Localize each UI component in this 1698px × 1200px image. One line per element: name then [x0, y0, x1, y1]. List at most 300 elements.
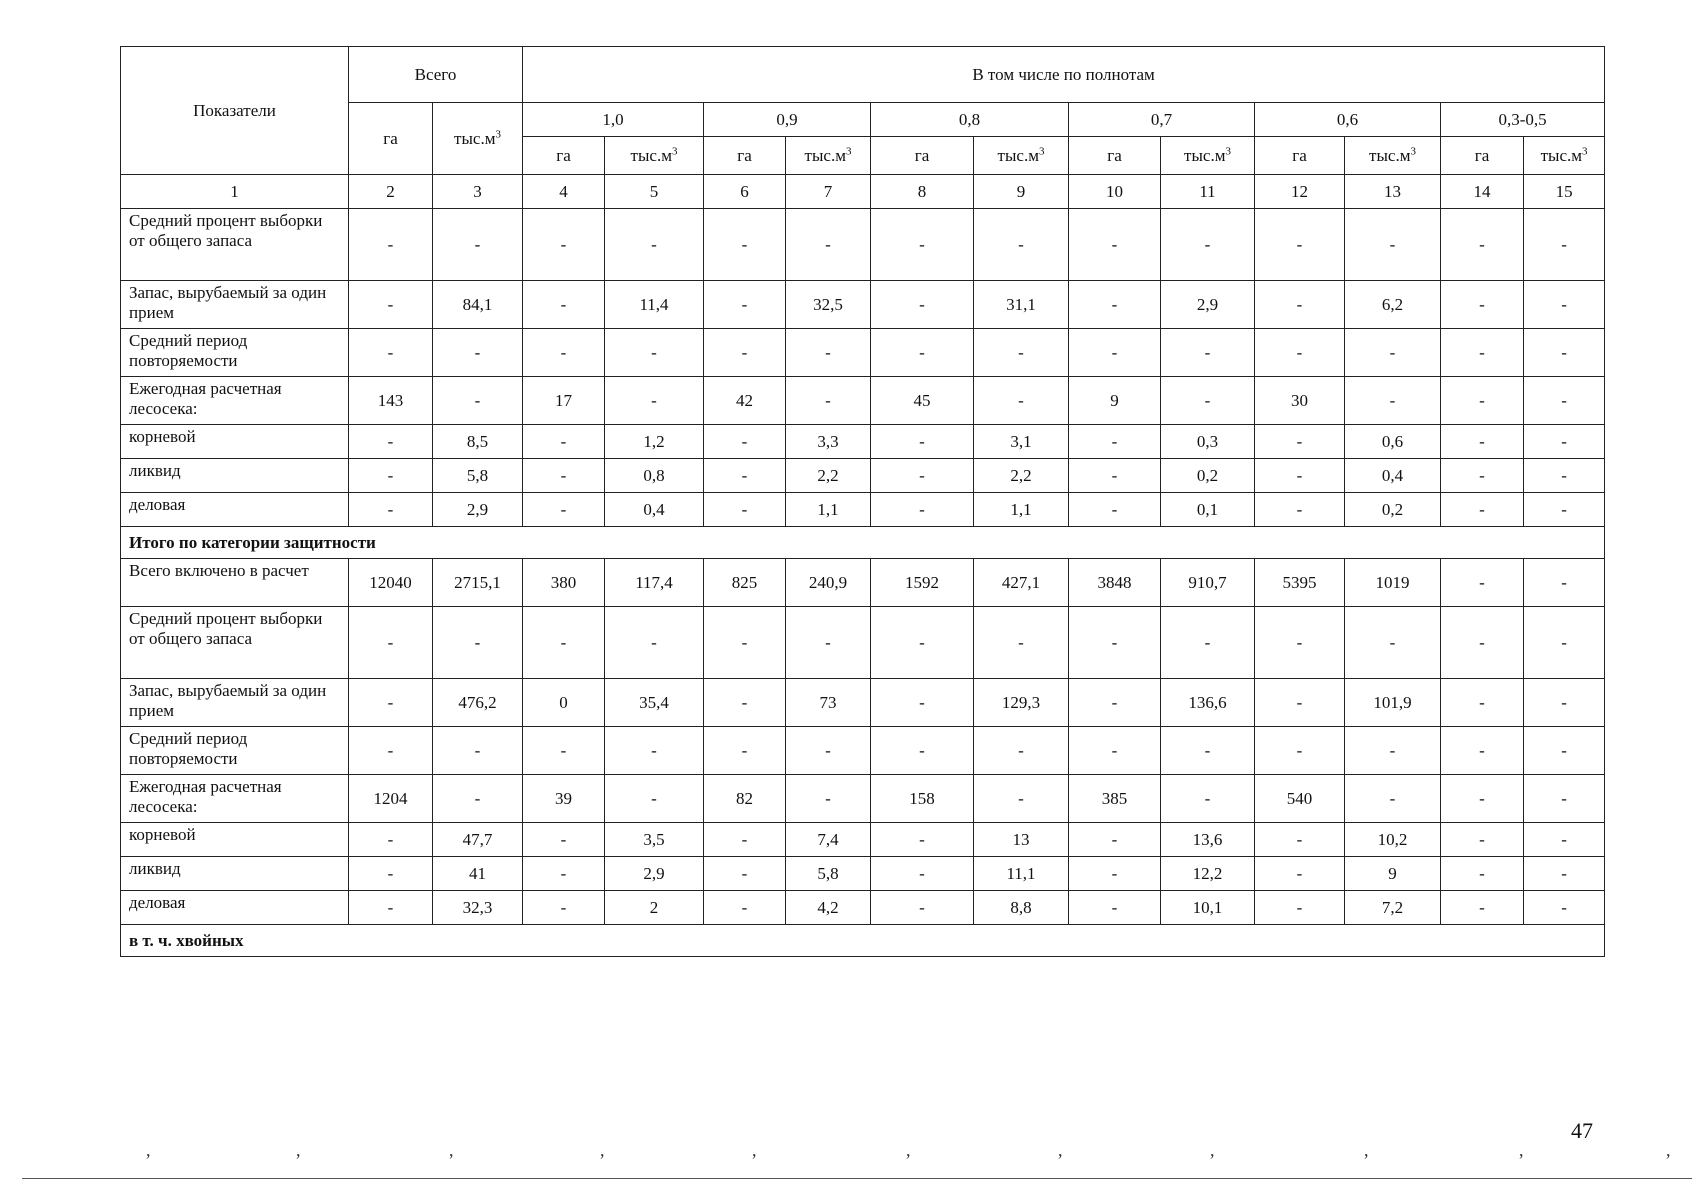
table-row	[121, 493, 1605, 527]
table-cell: -	[786, 209, 871, 281]
table-cell: -	[871, 857, 974, 891]
table-cell: 35,4	[605, 679, 704, 727]
table-cell: 3,3	[786, 425, 871, 459]
table-cell: -	[1069, 891, 1161, 925]
section-title: Итого по категории защитности	[121, 527, 1605, 559]
section-row	[121, 527, 1605, 559]
header-indicators: Показатели	[121, 47, 349, 175]
header-by-density: В том числе по полнотам	[523, 47, 1605, 103]
table-cell: -	[1255, 727, 1345, 775]
table-cell: -	[1524, 607, 1605, 679]
table-cell: 1,2	[605, 425, 704, 459]
table-cell: -	[523, 857, 605, 891]
table-cell: -	[1524, 857, 1605, 891]
table-cell: -	[1441, 329, 1524, 377]
table-cell: -	[1524, 329, 1605, 377]
table-cell: -	[523, 823, 605, 857]
table-row	[121, 727, 1605, 775]
table-row	[121, 891, 1605, 925]
table-cell: -	[349, 891, 433, 925]
column-number: 14	[1441, 175, 1524, 209]
header-total: Всего	[349, 47, 523, 103]
table-cell: 8,8	[974, 891, 1069, 925]
table-cell: -	[871, 679, 974, 727]
table-cell: -	[871, 329, 974, 377]
table-cell: 0	[523, 679, 605, 727]
section-title: в т. ч. хвойных	[121, 925, 1605, 957]
column-number: 10	[1069, 175, 1161, 209]
table-cell: 73	[786, 679, 871, 727]
table-cell: -	[605, 209, 704, 281]
table-cell: -	[523, 493, 605, 527]
table-cell: 82	[704, 775, 786, 823]
table-cell: 11,4	[605, 281, 704, 329]
table-cell: -	[1069, 679, 1161, 727]
table-cell: -	[605, 377, 704, 425]
table-cell: 32,3	[433, 891, 523, 925]
row-label: ликвид	[121, 459, 349, 493]
table-cell: -	[786, 775, 871, 823]
row-label: Ежегодная расчетная лесосека:	[121, 377, 349, 425]
table-cell: 47,7	[433, 823, 523, 857]
table-row	[121, 377, 1605, 425]
scan-mark: ,	[1519, 1140, 1524, 1160]
table-cell: 3848	[1069, 559, 1161, 607]
table-cell: -	[1441, 679, 1524, 727]
column-number: 6	[704, 175, 786, 209]
table-cell: -	[786, 329, 871, 377]
table-cell: -	[1441, 493, 1524, 527]
table-row	[121, 607, 1605, 679]
table-cell: -	[605, 329, 704, 377]
table-cell: -	[1069, 209, 1161, 281]
table-cell: 2,2	[786, 459, 871, 493]
table-cell: -	[871, 425, 974, 459]
section-row	[121, 925, 1605, 957]
table-cell: -	[523, 209, 605, 281]
table-cell: -	[1524, 377, 1605, 425]
table-cell: -	[1441, 857, 1524, 891]
table-row	[121, 209, 1605, 281]
table-cell: -	[974, 727, 1069, 775]
row-label: ликвид	[121, 857, 349, 891]
table-cell: 3,1	[974, 425, 1069, 459]
row-label: Средний процент выборки от общего запаса	[121, 209, 349, 281]
table-cell: 13,6	[1161, 823, 1255, 857]
scan-mark: ,	[1666, 1140, 1671, 1160]
table-cell: -	[1441, 775, 1524, 823]
table-cell: -	[1345, 377, 1441, 425]
table-cell: -	[1161, 329, 1255, 377]
table-cell: -	[1069, 857, 1161, 891]
header-density: 1,0	[523, 103, 704, 137]
table-cell: 476,2	[433, 679, 523, 727]
table-cell: -	[1255, 823, 1345, 857]
table-cell: 0,2	[1345, 493, 1441, 527]
table-row	[121, 281, 1605, 329]
header-unit-ha: га	[704, 137, 786, 175]
table-cell: 0,4	[1345, 459, 1441, 493]
table-cell: -	[704, 425, 786, 459]
table-cell: 7,4	[786, 823, 871, 857]
table-cell: -	[349, 823, 433, 857]
row-label: Средний процент выборки от общего запаса	[121, 607, 349, 679]
table-cell: -	[974, 209, 1069, 281]
table-cell: -	[433, 727, 523, 775]
table-cell: 385	[1069, 775, 1161, 823]
table-cell: -	[704, 493, 786, 527]
table-cell: 427,1	[974, 559, 1069, 607]
table-cell: -	[704, 823, 786, 857]
table-cell: 2,9	[433, 493, 523, 527]
table-cell: -	[704, 891, 786, 925]
table-row	[121, 775, 1605, 823]
table-cell: 13	[974, 823, 1069, 857]
header-density: 0,8	[871, 103, 1069, 137]
table-cell: 5,8	[433, 459, 523, 493]
column-number: 9	[974, 175, 1069, 209]
table-cell: -	[1524, 209, 1605, 281]
column-number: 1	[121, 175, 349, 209]
table-cell: -	[1524, 891, 1605, 925]
table-cell: -	[871, 209, 974, 281]
table-cell: 129,3	[974, 679, 1069, 727]
row-label: Ежегодная расчетная лесосека:	[121, 775, 349, 823]
table-cell: -	[605, 607, 704, 679]
table-cell: -	[349, 329, 433, 377]
table-cell: -	[1524, 727, 1605, 775]
table-cell: -	[1441, 891, 1524, 925]
table-cell: -	[433, 209, 523, 281]
table-cell: 0,4	[605, 493, 704, 527]
table-cell: 910,7	[1161, 559, 1255, 607]
table-cell: -	[1524, 459, 1605, 493]
table-row	[121, 823, 1605, 857]
table-cell: 12,2	[1161, 857, 1255, 891]
table-cell: 42	[704, 377, 786, 425]
table-cell: 2,9	[1161, 281, 1255, 329]
table-cell: -	[1069, 727, 1161, 775]
header-density: 0,3-0,5	[1441, 103, 1605, 137]
scan-mark: ,	[906, 1140, 911, 1160]
table-cell: -	[786, 727, 871, 775]
table-cell: -	[1255, 425, 1345, 459]
table-row	[121, 679, 1605, 727]
table-cell: 17	[523, 377, 605, 425]
table-cell: 2715,1	[433, 559, 523, 607]
table-cell: -	[1069, 493, 1161, 527]
table-cell: -	[1255, 857, 1345, 891]
table-cell: -	[349, 493, 433, 527]
table-cell: -	[523, 727, 605, 775]
table-cell: 7,2	[1345, 891, 1441, 925]
table-cell: -	[1255, 493, 1345, 527]
header-unit-vol: $тыс.м^3$	[1345, 137, 1441, 175]
table-cell: -	[871, 823, 974, 857]
table-cell: -	[1524, 823, 1605, 857]
column-number: 11	[1161, 175, 1255, 209]
scan-mark: ,	[600, 1140, 605, 1160]
table-cell: -	[605, 727, 704, 775]
table-cell: 1019	[1345, 559, 1441, 607]
row-label: корневой	[121, 823, 349, 857]
table-cell: 158	[871, 775, 974, 823]
header-total-vol: $тыс.м^3$	[433, 103, 523, 175]
header-density: 0,6	[1255, 103, 1441, 137]
table-cell: 136,6	[1161, 679, 1255, 727]
table-cell: 12040	[349, 559, 433, 607]
table-cell: -	[1524, 559, 1605, 607]
column-number: 13	[1345, 175, 1441, 209]
header-unit-ha: га	[1255, 137, 1345, 175]
table-cell: -	[786, 377, 871, 425]
header-unit-vol: $тыс.м^3$	[974, 137, 1069, 175]
row-label: деловая	[121, 493, 349, 527]
table-cell: 1,1	[786, 493, 871, 527]
table-cell: 0,1	[1161, 493, 1255, 527]
table-cell: 825	[704, 559, 786, 607]
table-cell: 1592	[871, 559, 974, 607]
header-total-ha: га	[349, 103, 433, 175]
table-cell: 10,1	[1161, 891, 1255, 925]
table-cell: -	[1345, 727, 1441, 775]
table-cell: 540	[1255, 775, 1345, 823]
table-cell: -	[1255, 607, 1345, 679]
column-number: 4	[523, 175, 605, 209]
table-cell: 32,5	[786, 281, 871, 329]
table-cell: 3,5	[605, 823, 704, 857]
table-cell: -	[1441, 281, 1524, 329]
table-cell: -	[871, 891, 974, 925]
table-cell: -	[871, 281, 974, 329]
column-number: 12	[1255, 175, 1345, 209]
row-label: Запас, вырубаемый за один прием	[121, 281, 349, 329]
table-cell: -	[1069, 281, 1161, 329]
scan-mark: ,	[1210, 1140, 1215, 1160]
table-cell: -	[1255, 459, 1345, 493]
table-cell: 41	[433, 857, 523, 891]
table-cell: -	[349, 727, 433, 775]
table-cell: -	[1524, 281, 1605, 329]
table-cell: -	[1345, 209, 1441, 281]
table-cell: -	[1255, 281, 1345, 329]
table-cell: -	[1345, 607, 1441, 679]
header-unit-vol: $тыс.м^3$	[1161, 137, 1255, 175]
table-cell: -	[704, 857, 786, 891]
table-cell: -	[1441, 425, 1524, 459]
table-cell: -	[1524, 775, 1605, 823]
table-cell: -	[523, 891, 605, 925]
table-cell: -	[1069, 329, 1161, 377]
header-density: 0,9	[704, 103, 871, 137]
table-cell: -	[523, 459, 605, 493]
table-cell: 0,8	[605, 459, 704, 493]
table-cell: -	[974, 377, 1069, 425]
table-cell: 10,2	[1345, 823, 1441, 857]
scan-mark: ,	[449, 1140, 454, 1160]
table-cell: -	[349, 459, 433, 493]
column-number: 3	[433, 175, 523, 209]
header-unit-ha: га	[871, 137, 974, 175]
header-unit-ha: га	[1441, 137, 1524, 175]
table-cell: -	[1161, 727, 1255, 775]
table-cell: -	[704, 607, 786, 679]
table-cell: 31,1	[974, 281, 1069, 329]
table-cell: -	[1441, 209, 1524, 281]
table-row	[121, 559, 1605, 607]
table-cell: 45	[871, 377, 974, 425]
table-cell: -	[1255, 209, 1345, 281]
table-cell: -	[349, 607, 433, 679]
table-cell: 9	[1345, 857, 1441, 891]
column-number: 7	[786, 175, 871, 209]
table-cell: -	[349, 857, 433, 891]
table-cell: 143	[349, 377, 433, 425]
table-cell: -	[1161, 377, 1255, 425]
table-cell: -	[1441, 459, 1524, 493]
table-cell: 2,2	[974, 459, 1069, 493]
table-cell: -	[433, 377, 523, 425]
table-cell: -	[704, 329, 786, 377]
table-cell: -	[704, 209, 786, 281]
table-cell: -	[349, 679, 433, 727]
scan-mark: ,	[1364, 1140, 1369, 1160]
table-cell: 2	[605, 891, 704, 925]
table-cell: -	[786, 607, 871, 679]
table-cell: 2,9	[605, 857, 704, 891]
row-label: Средний период повторяемости	[121, 329, 349, 377]
table-cell: -	[523, 329, 605, 377]
row-label: Запас, вырубаемый за один прием	[121, 679, 349, 727]
table-cell: -	[1524, 679, 1605, 727]
scan-mark: ,	[1058, 1140, 1063, 1160]
row-label: Средний период повторяемости	[121, 727, 349, 775]
table-cell: -	[974, 775, 1069, 823]
table-cell: -	[1441, 559, 1524, 607]
column-number-row	[121, 175, 1605, 209]
table-cell: -	[1255, 679, 1345, 727]
table-row	[121, 857, 1605, 891]
header-unit-ha: га	[1069, 137, 1161, 175]
table-cell: 0,2	[1161, 459, 1255, 493]
table-cell: 8,5	[433, 425, 523, 459]
scan-mark: ,	[146, 1140, 151, 1160]
table-cell: 1204	[349, 775, 433, 823]
scan-mark: ,	[752, 1140, 757, 1160]
table-cell: 9	[1069, 377, 1161, 425]
table-cell: 380	[523, 559, 605, 607]
table-cell: -	[1069, 607, 1161, 679]
table-cell: 240,9	[786, 559, 871, 607]
scan-mark: ,	[296, 1140, 301, 1160]
table-cell: -	[1441, 823, 1524, 857]
table-cell: -	[349, 425, 433, 459]
table-cell: -	[1345, 775, 1441, 823]
table-cell: -	[349, 209, 433, 281]
table-cell: -	[1069, 425, 1161, 459]
row-label: Всего включено в расчет	[121, 559, 349, 607]
table-cell: -	[704, 727, 786, 775]
table-cell: -	[605, 775, 704, 823]
table-cell: 4,2	[786, 891, 871, 925]
table-cell: -	[1255, 891, 1345, 925]
table-cell: -	[1441, 727, 1524, 775]
table-cell: -	[433, 329, 523, 377]
cutting-area-table	[120, 46, 1605, 957]
table-cell: -	[349, 281, 433, 329]
table-cell: -	[1161, 607, 1255, 679]
table-cell: 117,4	[605, 559, 704, 607]
table-cell: -	[704, 281, 786, 329]
bottom-rule	[22, 1178, 1692, 1179]
table-cell: -	[1441, 607, 1524, 679]
page-number: 47	[1571, 1118, 1593, 1143]
column-number: 8	[871, 175, 974, 209]
table-cell: 5,8	[786, 857, 871, 891]
table-cell: -	[704, 679, 786, 727]
column-number: 5	[605, 175, 704, 209]
row-label: деловая	[121, 891, 349, 925]
row-label: корневой	[121, 425, 349, 459]
table-header	[121, 47, 1605, 209]
table-cell: -	[1524, 493, 1605, 527]
table-cell: -	[974, 329, 1069, 377]
column-number: 15	[1524, 175, 1605, 209]
table-cell: -	[1069, 459, 1161, 493]
table-cell: 0,3	[1161, 425, 1255, 459]
table-cell: -	[974, 607, 1069, 679]
header-unit-vol: $тыс.м^3$	[1524, 137, 1605, 175]
table-row	[121, 459, 1605, 493]
table-cell: -	[433, 607, 523, 679]
table-cell: 11,1	[974, 857, 1069, 891]
table-row	[121, 329, 1605, 377]
header-unit-vol: $тыс.м^3$	[605, 137, 704, 175]
table-cell: -	[523, 425, 605, 459]
document-sheet	[120, 46, 1588, 957]
header-unit-vol: $тыс.м^3$	[786, 137, 871, 175]
table-cell: -	[523, 281, 605, 329]
table-cell: 101,9	[1345, 679, 1441, 727]
table-cell: 84,1	[433, 281, 523, 329]
column-number: 2	[349, 175, 433, 209]
table-cell: -	[871, 493, 974, 527]
table-cell: -	[433, 775, 523, 823]
table-row	[121, 425, 1605, 459]
table-cell: 6,2	[1345, 281, 1441, 329]
table-cell: -	[1345, 329, 1441, 377]
table-cell: -	[871, 727, 974, 775]
table-body	[121, 209, 1605, 957]
table-cell: -	[704, 459, 786, 493]
table-cell: 1,1	[974, 493, 1069, 527]
table-cell: -	[871, 459, 974, 493]
table-cell: 30	[1255, 377, 1345, 425]
table-cell: -	[1161, 775, 1255, 823]
table-cell: -	[1524, 425, 1605, 459]
header-unit-ha: га	[523, 137, 605, 175]
table-cell: -	[1255, 329, 1345, 377]
table-cell: -	[871, 607, 974, 679]
table-cell: -	[1069, 823, 1161, 857]
table-cell: 5395	[1255, 559, 1345, 607]
table-cell: -	[1441, 377, 1524, 425]
table-cell: 39	[523, 775, 605, 823]
table-cell: -	[1161, 209, 1255, 281]
header-density: 0,7	[1069, 103, 1255, 137]
table-cell: 0,6	[1345, 425, 1441, 459]
table-cell: -	[523, 607, 605, 679]
